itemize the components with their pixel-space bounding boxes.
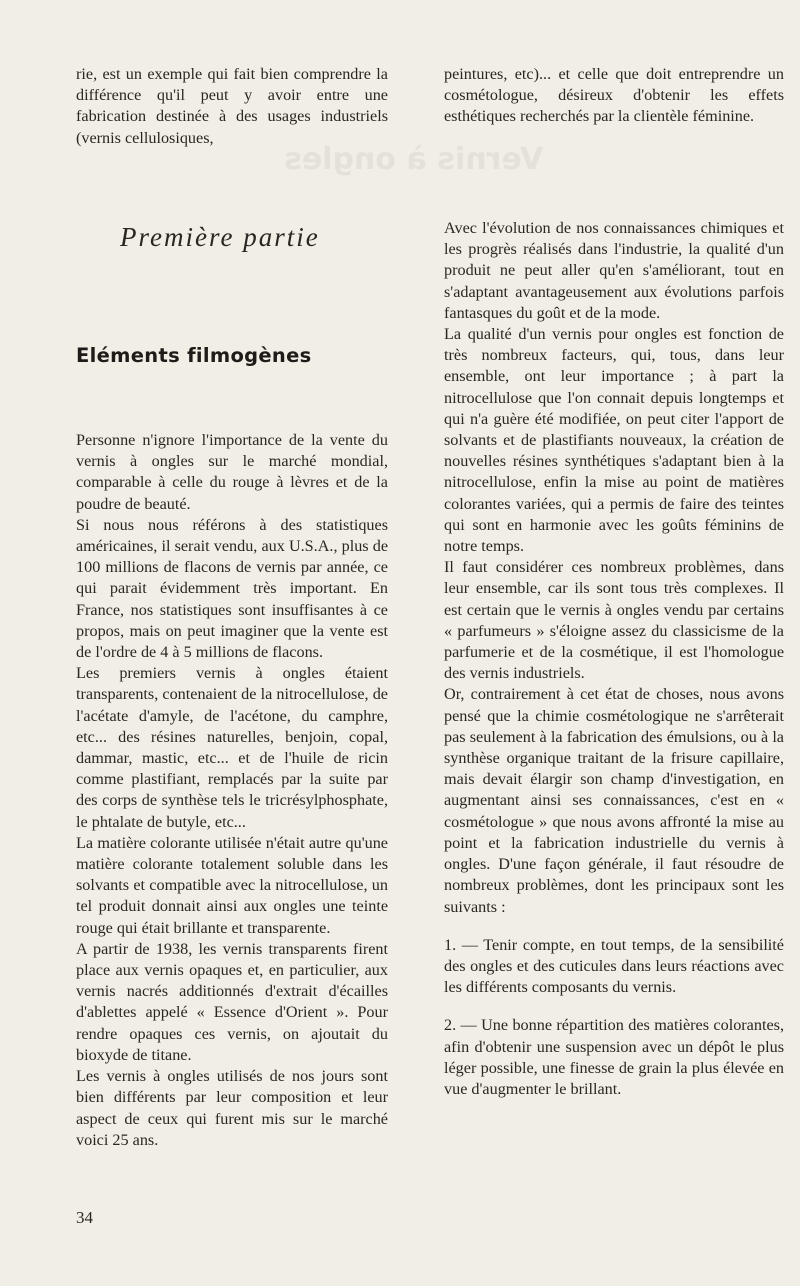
- list-item: 2. — Une bonne répartition des matières colorantes, afin d'obtenir une suspension avec un dépôt le plus léger possible, une finesse de grain la plus élevée en vue d'augmenter le brillant.: [444, 1016, 784, 1098]
- paragraph: Si nous nous référons à des statistiques américaines, il serait vendu, aux U.S.A., plus de 100 millions de flacons de vernis par année, ce qui parait évidemment très important. En France, nos statistiques sont insuffisantes à ce propos, mais on peut imaginer que la vente est de l'ordre de 4 à 5 millions de flacons.: [76, 515, 388, 662]
- right-column-continued-paragraph: peintures, etc)... et celle que doit entreprendre un cosmétologue, désireux d'obtenir les effets esthétiques recherchés par la clientèle féminine.: [444, 65, 784, 126]
- right-column-body: [444, 218, 784, 1100]
- spacer: [444, 998, 784, 1015]
- paragraph: Il faut considérer ces nombreux problèmes, dans leur ensemble, car ils sont tous très complexes. Il est certain que le vernis à ongles vendu par certains « parfumeurs » s'éloigne assez du classicisme de la parfumerie et de la cosmétique, il est l'homologue des vernis industriels.: [444, 558, 784, 683]
- paragraph: Avec l'évolution de nos connaissances chimiques et les progrès réalisés dans l'industrie, la qualité d'un produit ne peut aller qu'en s'améliorant, tout en s'adaptant avantageusement aux évolutions parfois fantasques du goût et de la mode.: [444, 219, 784, 322]
- paragraph: La qualité d'un vernis pour ongles est fonction de très nombreux facteurs, qui, tous, dans leur ensemble, ont leur importance ; à part la nitrocellulose que l'on connait depuis longtemps et qui n'a guère été modifiée, on peut citer l'apport de solvants et de plastifiants nouveaux, la création de nouvelles résines synthétiques s'adaptant bien à la nitrocellulose, enfin la mise au point de matières colorantes variées, qui a permis de faire des teintes qui sont en harmonie avec les goûts féminins de notre temps.: [444, 325, 784, 556]
- list-item: 1. — Tenir compte, en tout temps, de la sensibilité des ongles et des cuticules dans leurs réactions avec les différents composants du vernis.: [444, 935, 784, 997]
- paragraph: Or, contrairement à cet état de choses, nous avons pensé que la chimie cosmétologique ne s'arrêterait pas seulement à la fabrication des émulsions, ou à la synthèse organique traitant de la frisure capillaire, mais devait élargir son champ d'investigation, en augmentant ainsi ses connaissances, c'est en « cosmétologue » que nous avons affronté la mise au point et la fabrication industrielle du vernis à ongles. D'une façon générale, il faut résoudre de nombreux problèmes, dont les principaux sont les suivants :: [444, 685, 784, 916]
- paragraph: La matière colorante utilisée n'était autre qu'une matière colorante totalement soluble dans les solvants et compatible avec la nitrocellulose, un tel produit donnait ainsi aux ongles une teinte rouge qui était brillante et transparente.: [76, 833, 388, 937]
- paragraph: Les premiers vernis à ongles étaient transparents, contenaient de la nitrocellulose, de l'acétate d'amyle, de l'acétone, du camphre, etc... des résines naturelles, benjoin, copal, dammar, mastic, etc... et de l'huile de ricin comme plastifiant, remplacés par la suite par des corps de synthèse tels le tricrésylphosphate, le phtalate de butyle, etc...: [76, 664, 388, 831]
- section-title: Eléments filmogènes: [76, 344, 312, 367]
- part-title: Première partie: [120, 222, 320, 252]
- left-column-body: [76, 430, 388, 1151]
- paragraph: A partir de 1938, les vernis transparents firent place aux vernis opaques et, en particulier, aux vernis nacrés additionnés d'extrait d'écailles d'ablettes appelé « Essence d'Orient ». Pour rendre opaques ces vernis, on ajoutait du bioxyde de titane.: [76, 939, 388, 1064]
- spacer: [444, 918, 784, 935]
- left-column-continued-paragraph: rie, est un exemple qui fait bien comprendre la différence qu'il peut y avoir entre une fabrication destinée à des usages industriels (vernis cellulosiques,: [76, 65, 388, 147]
- page-number: 34: [76, 1208, 93, 1227]
- paragraph: Les vernis à ongles utilisés de nos jours sont bien différents par leur composition et leur aspect de ceux qui furent mis sur le marché voici 25 ans.: [76, 1067, 388, 1149]
- bleed-through-text: Vernis à ongles: [284, 142, 544, 177]
- paragraph: Personne n'ignore l'importance de la vente du vernis à ongles sur le marché mondial, comparable à celle du rouge à lèvres et de la poudre de beauté.: [76, 431, 388, 513]
